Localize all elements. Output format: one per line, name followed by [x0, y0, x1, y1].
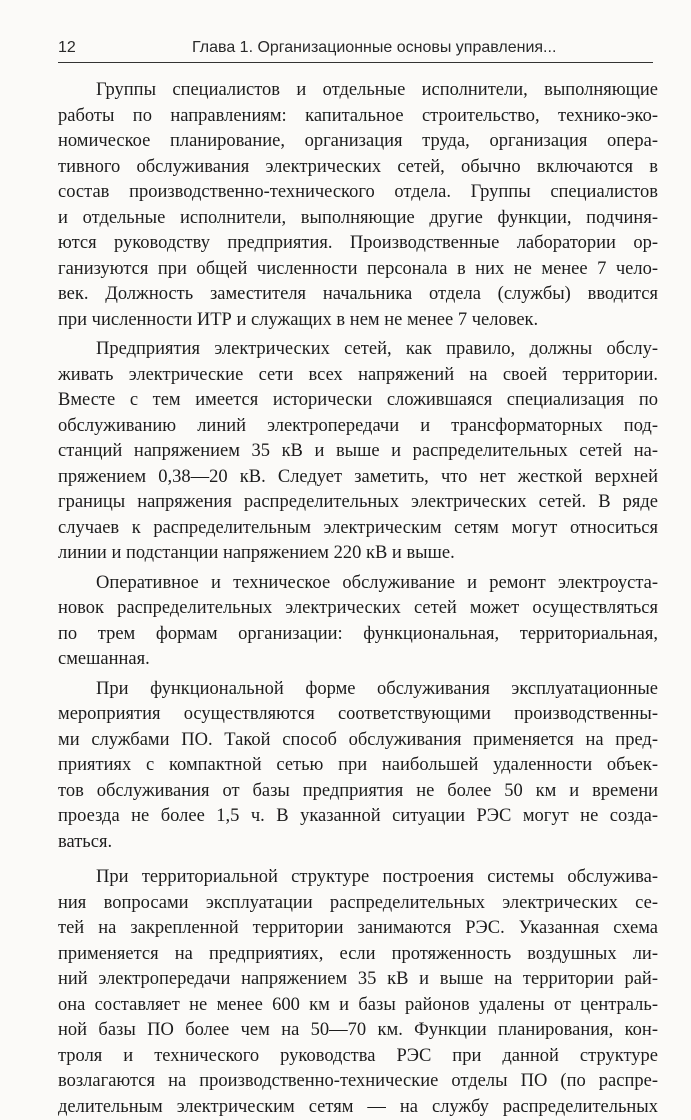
text-line: мероприятия осуществляются соответствующими производственны- — [58, 702, 658, 728]
text-line: и отдельные исполнители, выполняющие другие функции, подчиня- — [58, 206, 658, 232]
text-line: При территориальной структуре построения системы обслужива- — [58, 865, 658, 891]
text-line: При функциональной форме обслуживания эксплуатационные — [58, 677, 658, 703]
text-line: тов обслуживания от базы предприятия не более 50 км и времени — [58, 779, 658, 805]
text-line: номическое планирование, организация труда, организация опера- — [58, 129, 658, 155]
text-body — [58, 78, 658, 1120]
text-line: возлагаются на производственно-технические отделы ПО (по распре- — [58, 1069, 658, 1095]
running-header — [58, 38, 653, 62]
text-line: она составляет не менее 600 км и базы районов удалены от централь- — [58, 993, 658, 1019]
paragraph-4 — [58, 677, 658, 856]
text-line: новок распределительных электрических сетей может осуществляться — [58, 596, 658, 622]
text-line: по трем формам организации: функциональная, территориальная, — [58, 622, 658, 648]
text-line: Группы специалистов и отдельные исполнители, выполняющие — [58, 78, 658, 104]
text-line: ния вопросами эксплуатации распределительных электрических се- — [58, 891, 658, 917]
header-rule — [58, 62, 653, 63]
text-line: обслуживанию линий электропередачи и трансформаторных под- — [58, 414, 658, 440]
text-line: смешанная. — [58, 647, 658, 673]
text-line: случаев к распределительным электрическим сетям могут относиться — [58, 516, 658, 542]
text-line: станций напряжением 35 кВ и выше и распределительных сетей на- — [58, 439, 658, 465]
text-line: границы напряжения распределительных электрических сетей. В ряде — [58, 490, 658, 516]
text-line: Вместе с тем имеется исторически сложившаяся специализация по — [58, 388, 658, 414]
text-line: пряжением 0,38—20 кВ. Следует заметить, что нет жесткой верхней — [58, 465, 658, 491]
text-line: ганизуются при общей численности персонала в них не менее 7 чело- — [58, 257, 658, 283]
text-line: Оперативное и техническое обслуживание и ремонт электроуста- — [58, 571, 658, 597]
paragraph-2 — [58, 337, 658, 567]
text-line: ний электропередачи напряжением 35 кВ и выше на территории рай- — [58, 967, 658, 993]
paragraph-1 — [58, 78, 658, 333]
text-line: троля и технического руководства РЭС при данной структуре — [58, 1044, 658, 1070]
text-line: тей на закрепленной территории занимаются РЭС. Указанная схема — [58, 916, 658, 942]
text-line: при численности ИТР и служащих в нем не менее 7 человек. — [58, 308, 658, 334]
chapter-title: Глава 1. Организационные основы управления... — [192, 38, 556, 58]
text-line: делительным электрическим сетям — на службу распределительных — [58, 1095, 658, 1120]
text-line: работы по направлениям: капитальное строительство, технико-эко- — [58, 104, 658, 130]
text-line: живать электрические сети всех напряжений на своей территории. — [58, 363, 658, 389]
paragraph-3 — [58, 571, 658, 673]
text-line: век. Должность заместителя начальника отдела (службы) вводится — [58, 282, 658, 308]
page-number: 12 — [58, 38, 76, 58]
text-line: ми службами ПО. Такой способ обслуживания применяется на пред- — [58, 728, 658, 754]
text-line: применяется на предприятиях, если протяженность воздушных ли- — [58, 942, 658, 968]
text-line: тивного обслуживания электрических сетей, обычно включаются в — [58, 155, 658, 181]
text-line: Предприятия электрических сетей, как правило, должны обслу- — [58, 337, 658, 363]
text-line: приятиях с компактной сетью при наибольшей удаленности объек- — [58, 753, 658, 779]
paragraph-5 — [58, 865, 658, 1120]
text-line: состав производственно-технического отдела. Группы специалистов — [58, 180, 658, 206]
text-line: проезда не более 1,5 ч. В указанной ситуации РЭС могут не созда- — [58, 804, 658, 830]
text-line: ются руководству предприятия. Производственные лаборатории ор- — [58, 231, 658, 257]
text-line: ной базы ПО более чем на 50—70 км. Функции планирования, кон- — [58, 1018, 658, 1044]
text-line: линии и подстанции напряжением 220 кВ и выше. — [58, 541, 658, 567]
text-line: ваться. — [58, 830, 658, 856]
